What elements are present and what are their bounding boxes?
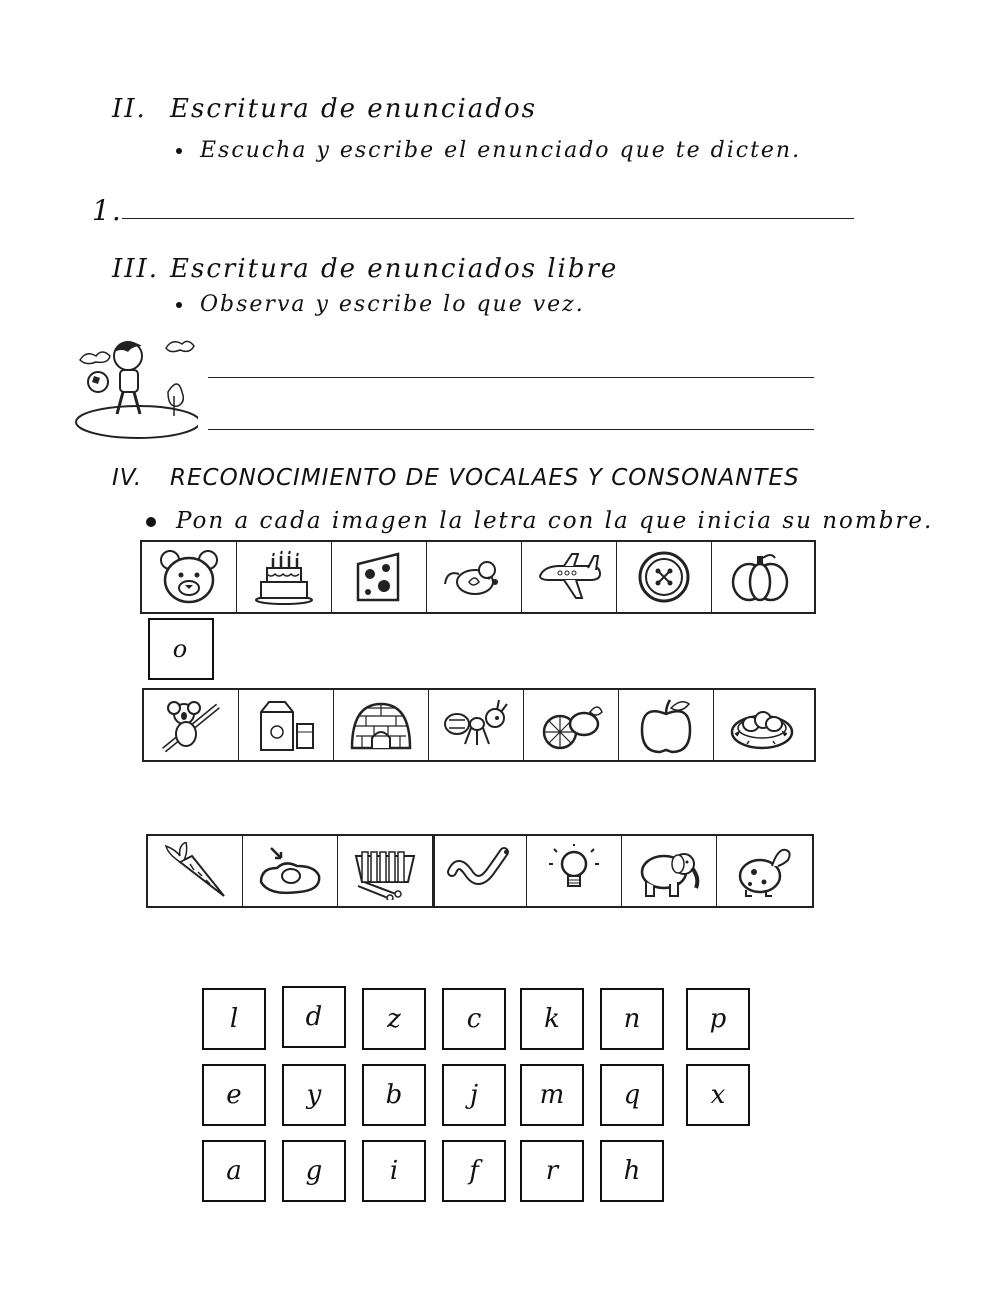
image-cell[interactable]	[617, 542, 712, 612]
letter-tile[interactable]: x	[686, 1064, 750, 1126]
xylophone-icon	[350, 842, 420, 900]
apple-icon	[631, 696, 701, 754]
airplane-icon	[534, 548, 604, 606]
image-cell[interactable]	[338, 836, 433, 906]
image-cell[interactable]	[524, 690, 619, 760]
image-cell[interactable]	[427, 542, 522, 612]
letter-tile[interactable]: l	[202, 988, 266, 1050]
image-cell[interactable]	[622, 836, 717, 906]
section-3-heading	[112, 254, 618, 284]
lightbulb-icon	[539, 842, 609, 900]
image-cell[interactable]	[332, 542, 427, 612]
section-2-title: Escritura de enunciados	[170, 94, 537, 124]
letter-tile[interactable]: c	[442, 988, 506, 1050]
igloo-icon	[346, 696, 416, 754]
section-2-instruction	[176, 138, 801, 163]
letter-tile[interactable]: e	[202, 1064, 266, 1126]
elephant-icon	[634, 842, 704, 900]
letter-tile[interactable]: i	[362, 1140, 426, 1202]
image-row-1	[140, 540, 816, 614]
letter-tile[interactable]: f	[442, 1140, 506, 1202]
image-cell[interactable]	[619, 690, 714, 760]
milk-juice-icon	[251, 696, 321, 754]
ant-icon	[441, 696, 511, 754]
mouse-icon	[439, 548, 509, 606]
bullet-icon	[176, 302, 182, 308]
image-cell[interactable]	[433, 836, 528, 906]
section-2-instruction-text: Escucha y escribe el enunciado que te dicten.	[200, 138, 802, 163]
image-cell[interactable]	[712, 542, 807, 612]
lemon-icon	[536, 696, 606, 754]
letter-tile[interactable]: p	[686, 988, 750, 1050]
letter-tile[interactable]: r	[520, 1140, 584, 1202]
section-2-numeral: II.	[112, 94, 147, 124]
image-row-2	[142, 688, 816, 762]
writing-line-2[interactable]	[208, 429, 814, 430]
letter-tile[interactable]: k	[520, 988, 584, 1050]
letter-tile[interactable]: q	[600, 1064, 664, 1126]
image-cell[interactable]	[237, 542, 332, 612]
section-4-instruction	[146, 508, 933, 534]
writing-line-1[interactable]	[208, 377, 814, 378]
birthday-cake-icon	[249, 548, 319, 606]
image-cell[interactable]	[522, 542, 617, 612]
answer-box[interactable]: o	[148, 618, 214, 680]
section-3-instruction-text: Observa y escribe lo que vez.	[200, 292, 585, 317]
letter-tile[interactable]: g	[282, 1140, 346, 1202]
bullet-icon	[146, 517, 156, 527]
answer-number: 1.	[92, 194, 123, 227]
dictation-answer-line[interactable]	[122, 218, 854, 219]
letter-tile[interactable]: n	[600, 988, 664, 1050]
section-4-numeral: IV.	[112, 465, 143, 491]
worm-icon	[446, 842, 516, 900]
image-row-3	[146, 834, 814, 908]
dinosaur-icon	[730, 842, 800, 900]
pumpkin-icon	[725, 548, 795, 606]
letter-tile[interactable]: y	[282, 1064, 346, 1126]
boy-soccer-illustration-icon	[68, 330, 198, 442]
letter-tile[interactable]: m	[520, 1064, 584, 1126]
letter-tile[interactable]: z	[362, 988, 426, 1050]
image-cell[interactable]	[243, 836, 338, 906]
letter-tile[interactable]: h	[600, 1140, 664, 1202]
section-2-heading	[112, 94, 537, 124]
image-cell[interactable]	[429, 690, 524, 760]
letter-tile[interactable]: d	[282, 986, 346, 1048]
button-icon	[629, 548, 699, 606]
bear-icon	[154, 548, 224, 606]
section-3-numeral: III.	[112, 254, 160, 284]
koala-icon	[156, 696, 226, 754]
image-cell[interactable]	[527, 836, 622, 906]
section-4-heading	[112, 465, 800, 491]
section-4-instruction-text: Pon a cada imagen la letra con la que inicia su nombre.	[176, 508, 934, 534]
image-cell[interactable]	[144, 690, 239, 760]
image-cell[interactable]	[148, 836, 243, 906]
section-3-instruction	[176, 292, 585, 317]
section-3-title: Escritura de enunciados libre	[170, 254, 619, 284]
image-cell[interactable]	[334, 690, 429, 760]
bullet-icon	[176, 148, 182, 154]
letter-tile[interactable]: b	[362, 1064, 426, 1126]
nest-icon	[727, 696, 797, 754]
carrot-icon	[160, 842, 230, 900]
section-4-title: RECONOCIMIENTO DE VOCALAES Y CONSONANTES	[170, 465, 800, 491]
letter-tile[interactable]: a	[202, 1140, 266, 1202]
cheese-icon	[344, 548, 414, 606]
letter-tile[interactable]: j	[442, 1064, 506, 1126]
fried-egg-icon	[255, 842, 325, 900]
image-cell[interactable]	[239, 690, 334, 760]
image-cell[interactable]	[142, 542, 237, 612]
image-cell[interactable]	[717, 836, 812, 906]
image-cell[interactable]	[714, 690, 809, 760]
